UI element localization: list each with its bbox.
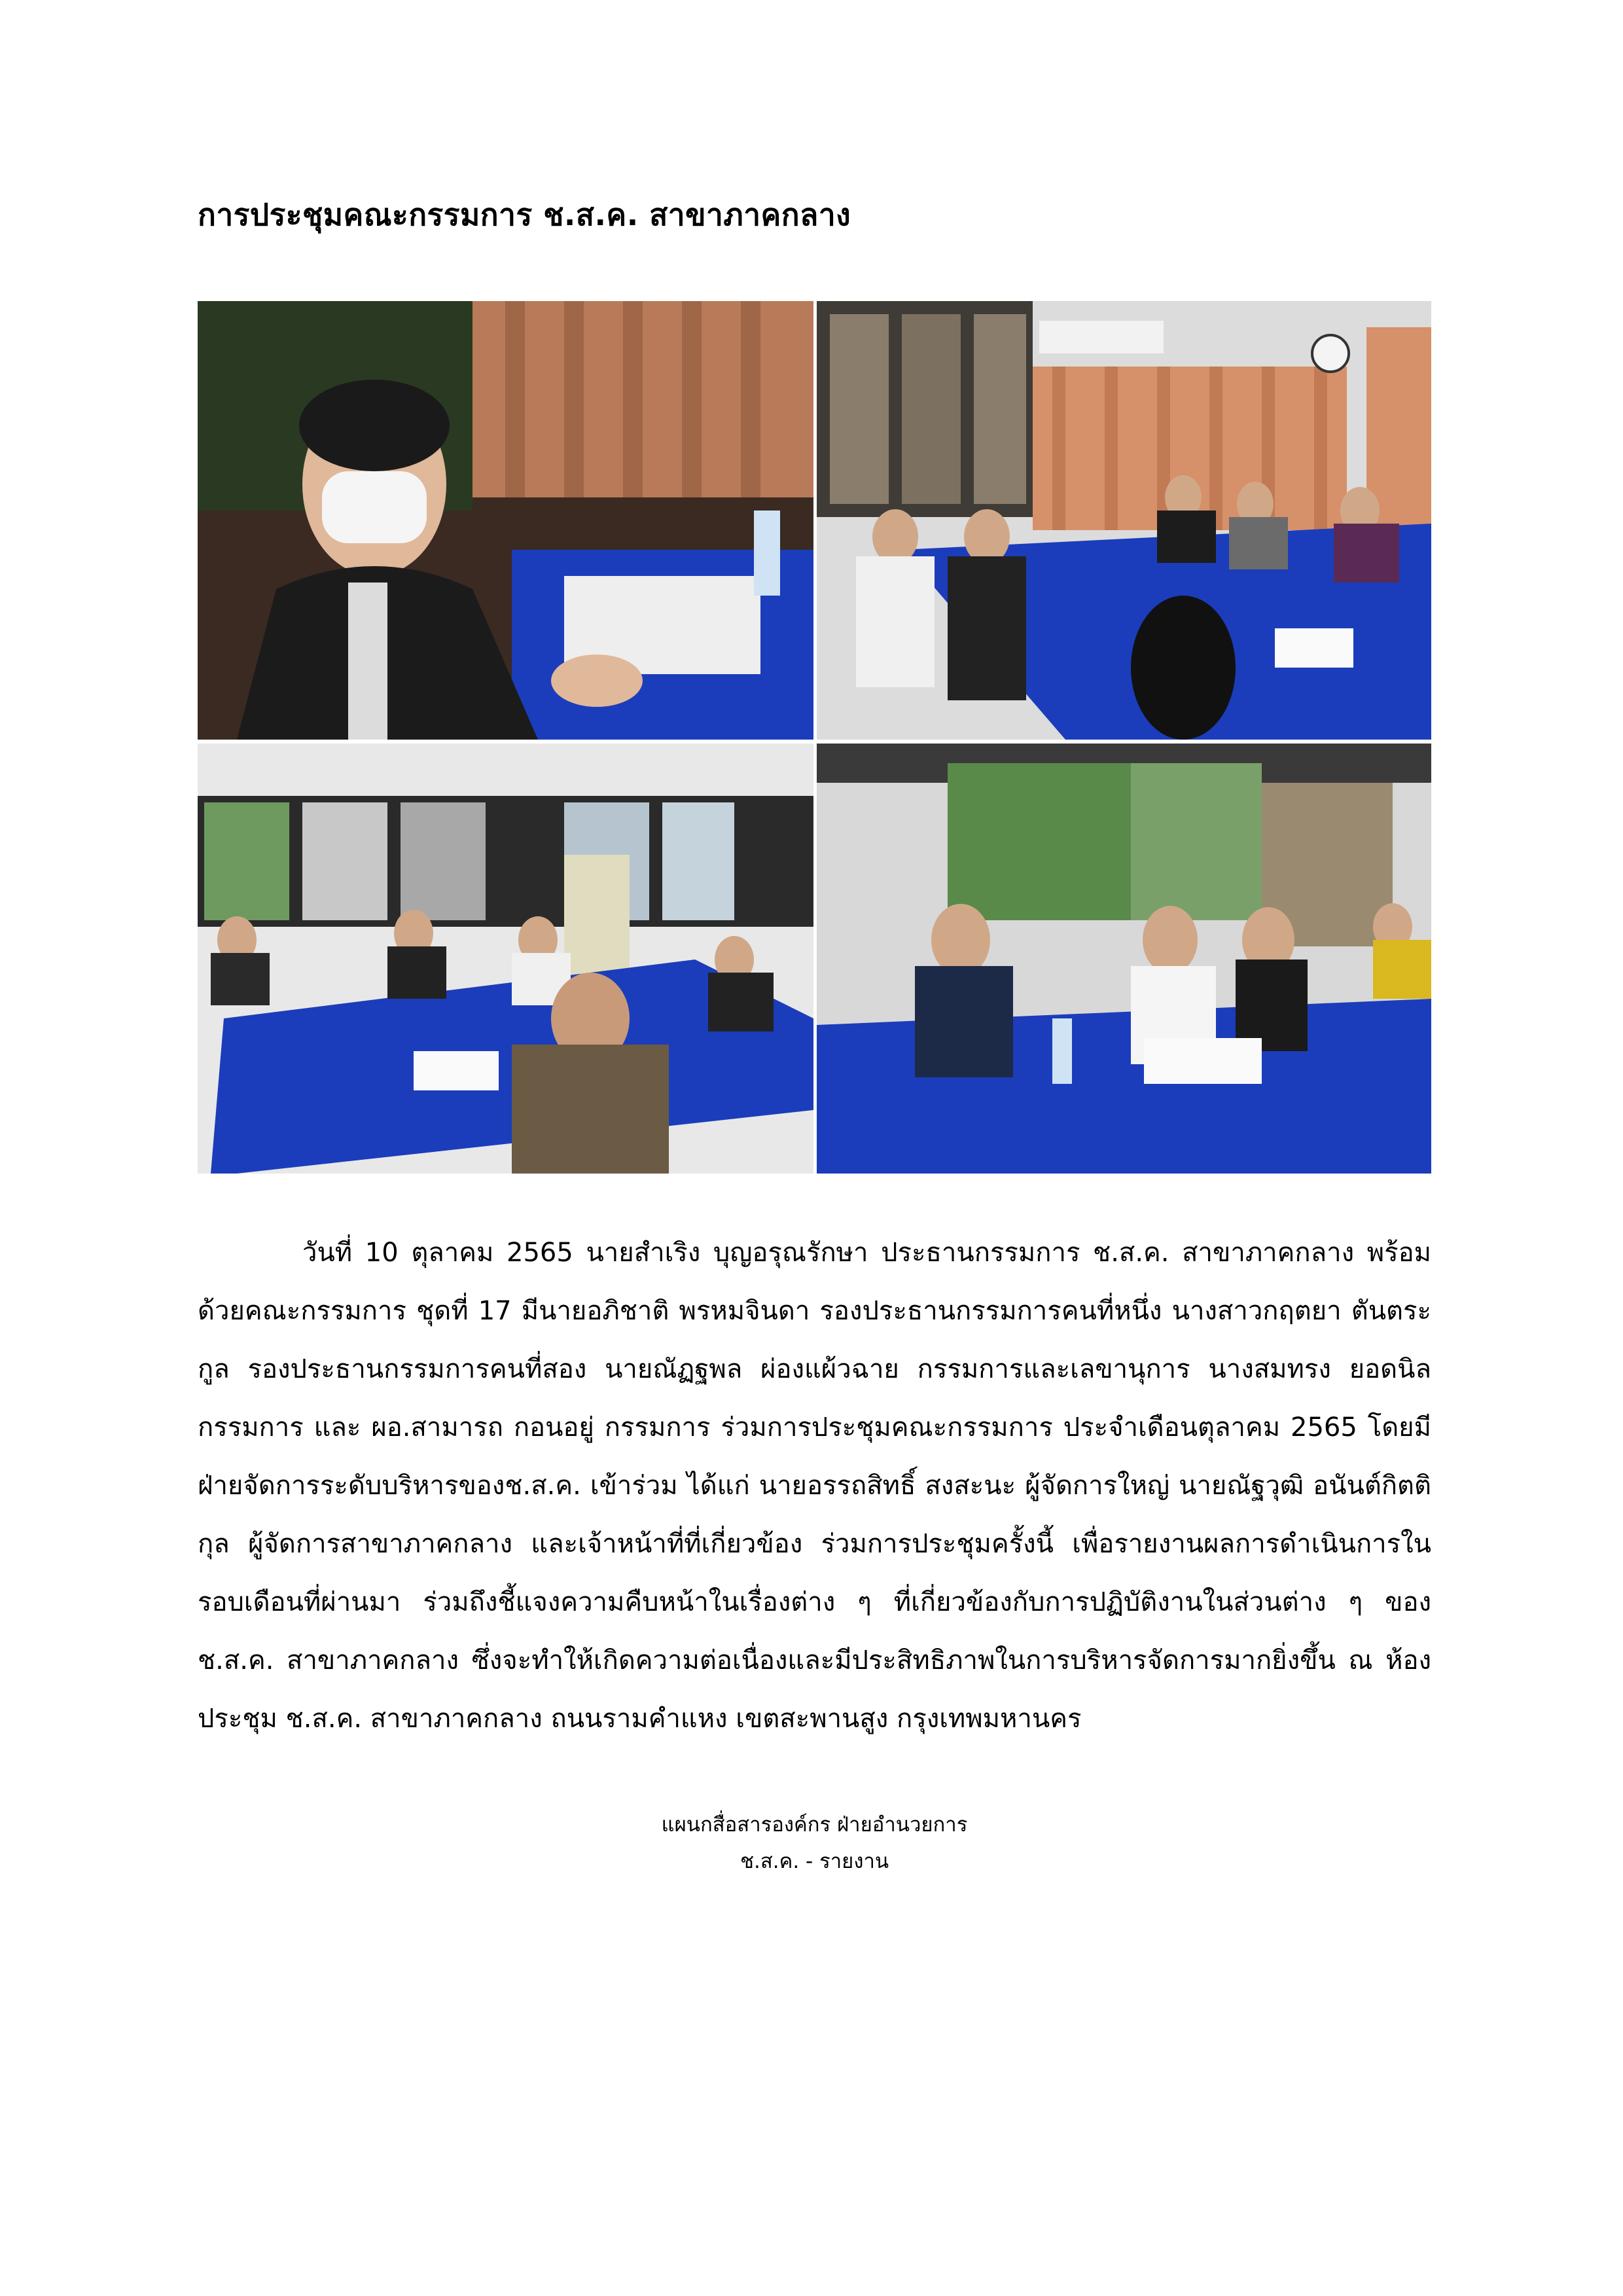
photo-collage	[198, 301, 1431, 1174]
meeting-photo-4	[817, 744, 1431, 1174]
article-paragraph: วันที่ 10 ตุลาคม 2565 นายสำเริง บุญอรุณรักษา ประธานกรรมการ ช.ส.ค. สาขาภาคกลาง พร้อมด้วยคณะกรรมการ ชุดที่ 17 มีนายอภิชาติ พรหมจินดา รองประธานกรรมการคนที่หนึ่ง นางสาวกฤตยา ตันตระกูล รองประธานกรรมการคนที่สอง นายณัฏฐพล ผ่องแผ้วฉาย กรรมการและเลขานุการ นางสมทรง ยอดนิล กรรมการ และ ผอ.สามารถ กอนอยู่ กรรมการ ร่วมการประชุมคณะกรรมการ ประจำเดือนตุลาคม 2565 โดยมีฝ่ายจัดการระดับบริหารของช.ส.ค. เข้าร่วม ได้แก่ นายอรรถสิทธิ์ สงสะนะ ผู้จัดการใหญ่ นายณัฐวุฒิ อนันต์กิตติกุล ผู้จัดการสาขาภาคกลาง และเจ้าหน้าที่ที่เกี่ยวข้อง ร่วมการประชุมครั้งนี้ เพื่อรายงานผลการดำเนินการในรอบเดือนที่ผ่านมา ร่วมถึงชี้แจงความคืบหน้าในเรื่องต่าง ๆ ที่เกี่ยวข้องกับการปฏิบัติงานในส่วนต่าง ๆ ของ ช.ส.ค. สาขาภาคกลาง ซึ่งจะทำให้เกิดความต่อเนื่องและมีประสิทธิภาพในการบริหารจัดการมากยิ่งขึ้น ณ ห้องประชุม ช.ส.ค. สาขาภาคกลาง ถนนรามคำแหง เขตสะพานสูง กรุงเทพมหานคร	[198, 1238, 1431, 1734]
meeting-photo-1	[198, 301, 813, 740]
footer-report-credit: ช.ส.ค. - รายงาน	[740, 1850, 889, 1873]
article-body	[198, 1224, 1431, 1748]
page-title: การประชุมคณะกรรมการ ช.ส.ค. สาขาภาคกลาง	[198, 197, 851, 232]
meeting-photo-2	[817, 301, 1431, 740]
footer-department: แผนกสื่อสารองค์กร ฝ่ายอำนวยการ	[661, 1813, 968, 1837]
meeting-photo-3	[198, 744, 813, 1174]
